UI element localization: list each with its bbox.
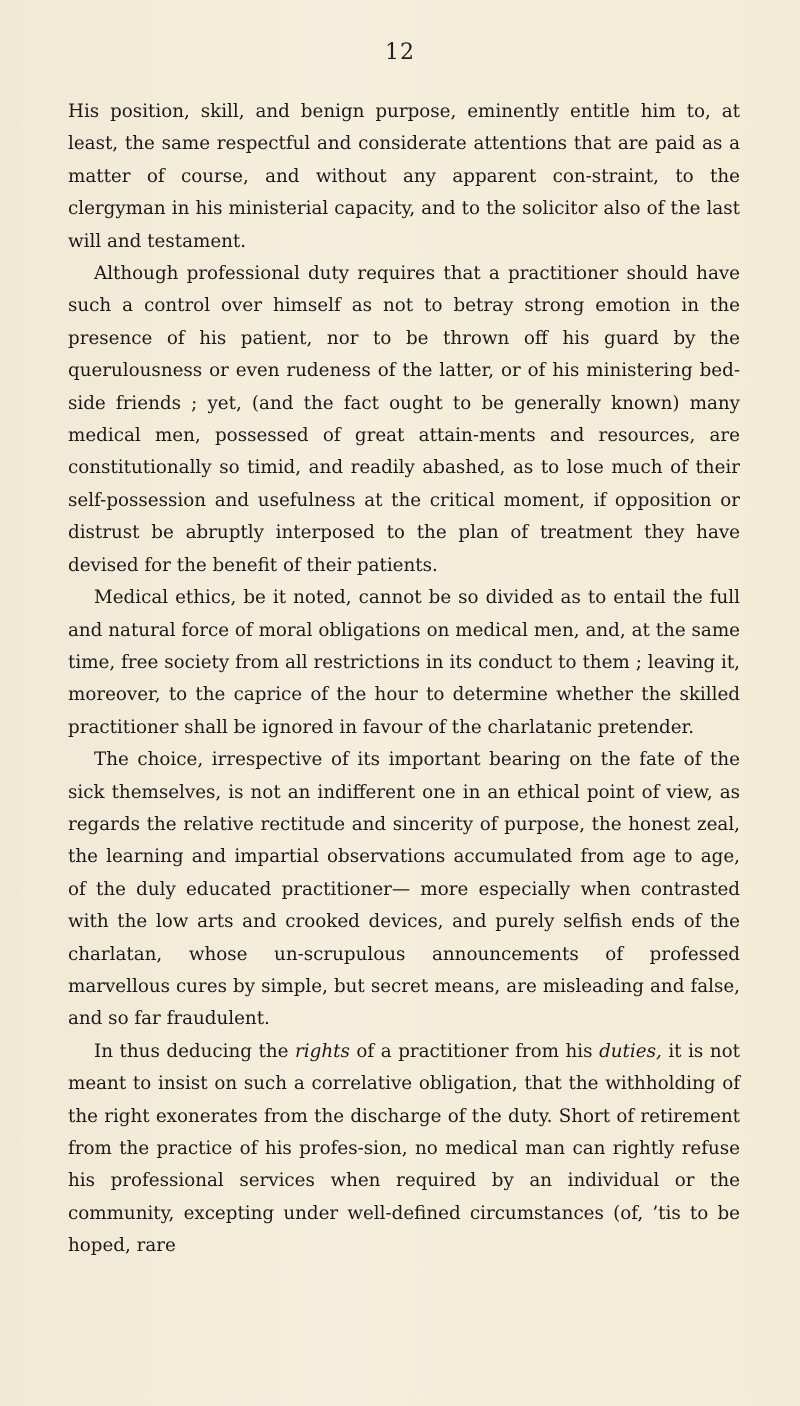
paragraph [68,96,740,258]
italic-text: duties, [599,1040,662,1062]
paragraph-text: Medical ethics, be it noted, cannot be so divided as to entail the full and natural force of moral obligations on medical men, and, at the same time, free society from all restrictions in its conduct to them ; leaving it, moreover, to the caprice of the hour to determine whether the skilled practitioner shall be ignored in favour of the charlatanic pretender. [68,587,740,738]
paragraph [68,582,740,744]
paragraph-text: Although professional duty requires that a practitioner should have such a control over himself as not to betray strong emotion in the presence of his patient, nor to be thrown off his guard by the querulousness or even rudeness of the latter, or of his ministering bed-side friends ; yet, (and the fact ought to be generally known) many medical men, possessed of great attain-ments and resources, are constitutionally so timid, and readily abashed, as to lose much of their self-possession and usefulness at the critical moment, if opposition or distrust be abruptly interposed to the plan of treatment they have devised for the benefit of their patients. [68,263,740,576]
italic-text: rights [295,1040,350,1062]
paragraph [68,744,740,1036]
paragraph-text: The choice, irrespective of its important bearing on the fate of the sick themselves, is not an indifferent one in an ethical point of view, as regards the relative rectitude and sincerity of purpose, the honest zeal, the learning and impartial observations accumulated from age to age, of the duly educated practitioner— more especially when contrasted with the low arts and crooked devices, and purely selfish ends of the charlatan, whose un-scrupulous announcements of professed marvellous cures by simple, but secret means, are misleading and false, and so far fraudulent. [68,749,740,1030]
paragraph-text: His position, skill, and benign purpose, eminently entitle him to, at least, the same respectful and considerate attentions that are paid as a matter of course, and without any apparent con-straint, to the clergyman in his ministerial capacity, and to the solicitor also of the last will and testament. [68,101,740,252]
body-text [68,96,740,1263]
page-number: 12 [385,40,415,65]
paragraph-text: of a practitioner from his [349,1040,600,1062]
paragraph-text: In thus deducing the [94,1040,296,1062]
paragraph [68,1036,740,1263]
paragraph [68,258,740,582]
paragraph-text: it is not meant to insist on such a correlative obligation, that the withholding of the right exonerates from the discharge of the duty. Short of retirement from the practice of his profes-sion, no medical man can rightly refuse his professional services when required by an individual or the community, excepting under well-defined circumstances (of, ’tis to be hoped, rare [68,1040,741,1257]
